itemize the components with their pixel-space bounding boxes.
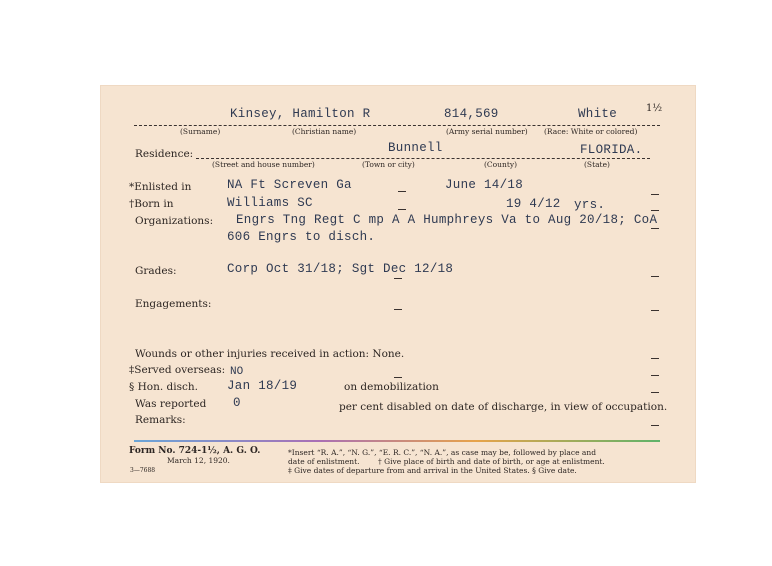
enlisted-date-value: June 14/18 [445,178,524,192]
residence-rule [196,158,650,159]
enlisted-label: *Enlisted in [129,181,192,193]
overseas-dash [394,377,402,378]
hon-disch-end-dash [651,392,659,393]
footer-divider [134,440,660,442]
footnote-2a: date of enlistment. [288,457,360,466]
remarks-label: Remarks: [135,414,186,426]
caption-state: (State) [584,160,610,169]
service-record-card [100,85,696,483]
enlisted-dash [398,191,406,192]
born-dash [398,209,406,210]
age-value: 19 4/12 [506,197,561,211]
org-end-dash [651,228,659,229]
form-number: Form No. 724-1½, A. G. O. [129,446,261,456]
organizations-line-1: Engrs Tng Regt C mp A A Humphreys Va to Aug 20/18; CoA [236,213,658,227]
caption-town: (Town or city) [362,160,415,169]
caption-christian: (Christian name) [292,127,357,136]
grades-end-dash [651,276,659,277]
grades-value: Corp Oct 31/18; Sgt Dec 12/18 [227,262,454,276]
enlisted-value: NA Ft Screven Ga [227,178,352,192]
print-code: 3—7688 [130,467,156,474]
caption-serial: (Army serial number) [446,127,528,136]
wounds-label: Wounds or other injuries received in action: None. [135,348,405,360]
remarks-end-dash [651,425,659,426]
name-rule [134,125,660,126]
fraction-mark: 1½ [646,103,663,114]
born-value: Williams SC [227,196,313,210]
caption-street: (Street and house number) [212,160,315,169]
percent-disabled-text: per cent disabled on date of discharge, in view of occupation. [339,401,668,413]
caption-county: (County) [484,160,518,169]
hon-disch-label: § Hon. disch. [129,381,198,393]
born-end-dash [651,210,659,211]
demobilization-text: on demobilization [344,381,439,393]
footnote-1: *Insert “R. A.”, “N. G.”, “E. R. C.”, “N. A.”, as case may be, followed by place and [288,448,597,457]
overseas-label: ‡Served overseas: [129,364,226,376]
yrs-value: yrs. [574,198,606,212]
residence-label: Residence: [135,148,194,160]
footnote-3: ‡ Give dates of departure from and arrival in the United States. § Give date. [288,466,577,475]
reported-label: Was reported [135,398,207,410]
organizations-line-2: 606 Engrs to disch. [227,230,376,244]
serial-value: 814,569 [444,107,499,121]
overseas-end-dash [651,375,659,376]
footnote-2b: † Give place of birth and date of birth, or age at enlistment. [378,457,605,466]
born-label: †Born in [129,198,174,210]
name-value: Kinsey, Hamilton R [230,107,371,121]
state-value: FLORIDA. [580,143,643,157]
race-value: White [578,107,618,121]
engagements-end-dash [651,310,659,311]
grades-dash [394,278,402,279]
town-value: Bunnell [388,141,443,155]
engagements-label: Engagements: [135,298,212,310]
hon-disch-value: Jan 18/19 [227,379,298,393]
form-date: March 12, 1920. [167,456,230,465]
grades-label: Grades: [135,265,177,277]
overseas-value: NO [230,366,244,378]
reported-value: 0 [233,396,241,410]
organizations-label: Organizations: [135,215,214,227]
engagements-dash [394,309,402,310]
caption-race: (Race: White or colored) [544,127,638,136]
caption-surname: (Surname) [180,127,221,136]
enlisted-end-dash [651,194,659,195]
wounds-end-dash [651,358,659,359]
